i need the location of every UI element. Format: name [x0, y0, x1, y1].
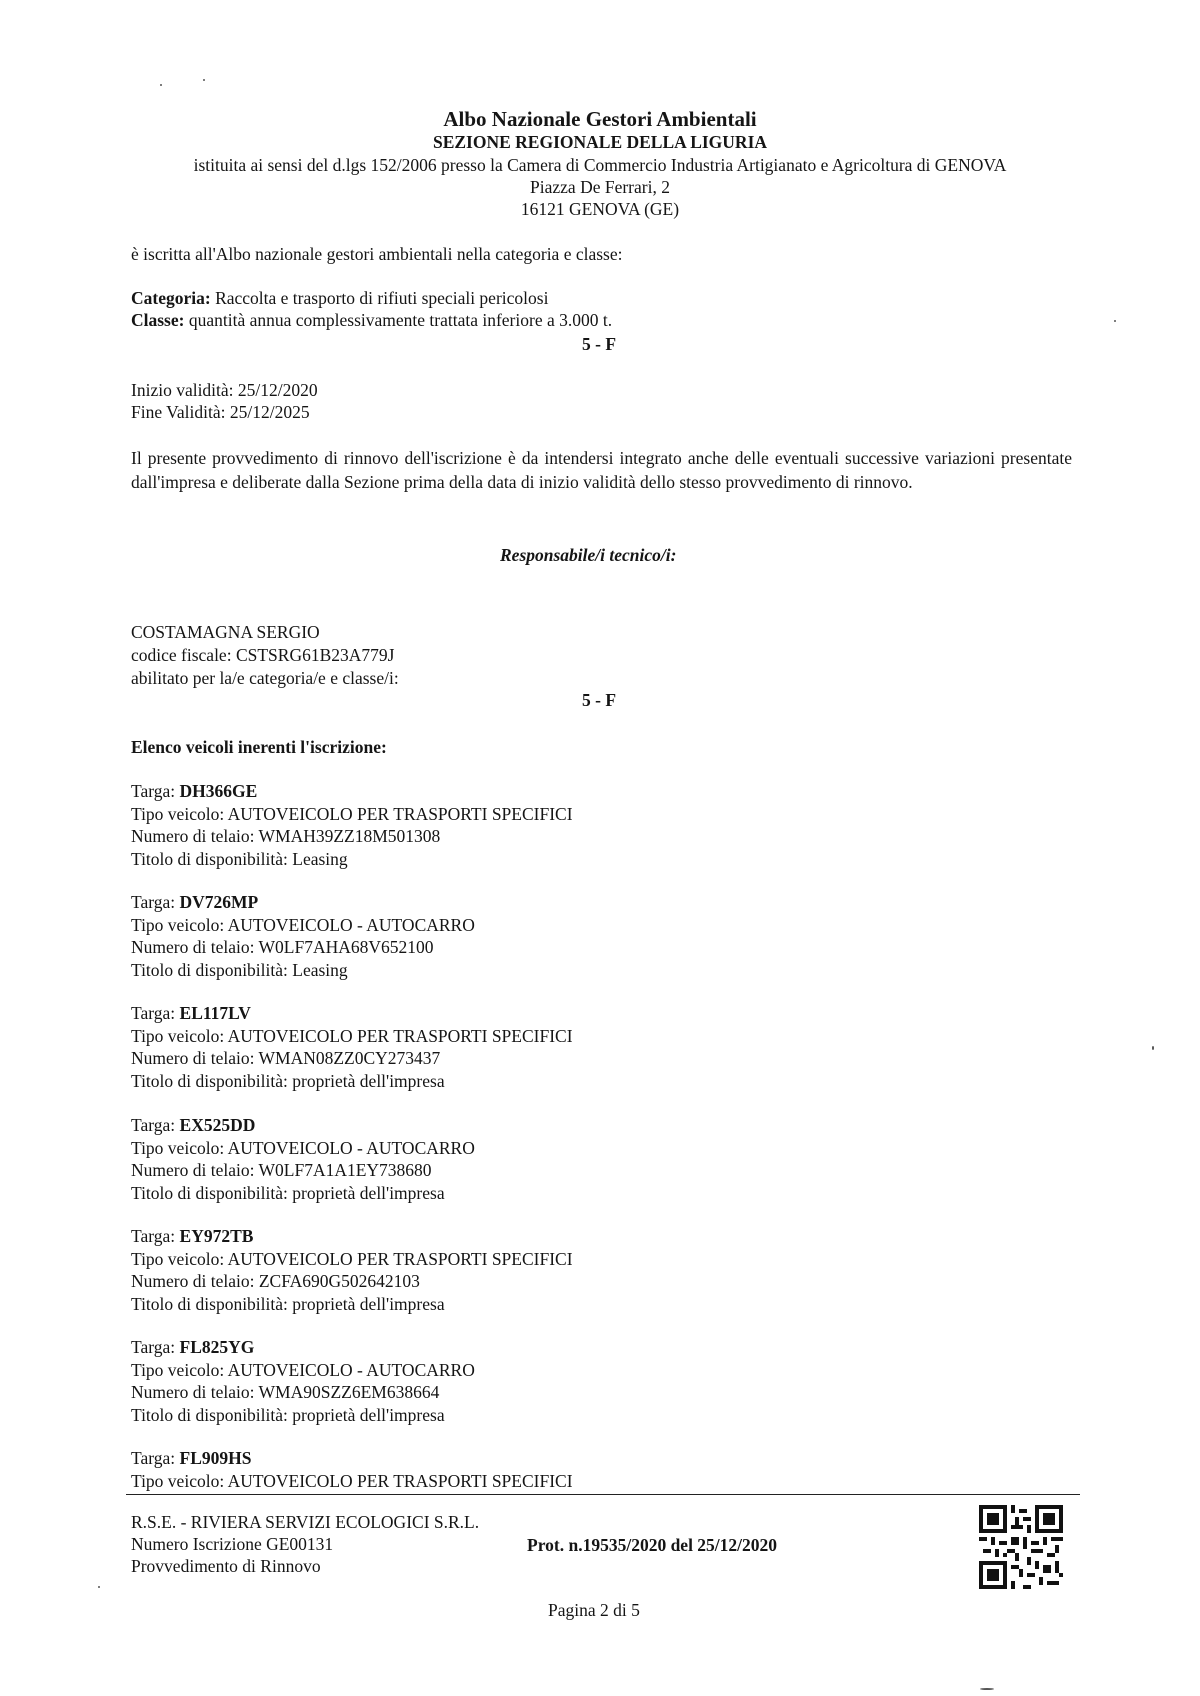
vehicle-title: Leasing [292, 848, 348, 869]
vehicle-plate-line [131, 891, 475, 914]
scan-speck [203, 79, 205, 81]
vehicle-chassis: WMAH39ZZ18M501308 [258, 826, 441, 846]
vehicle-type: AUTOVEICOLO - AUTOCARRO [227, 1137, 475, 1158]
validity-end: Fine Validità: 25/12/2025 [131, 402, 310, 422]
vehicle-type-line [131, 803, 573, 826]
vehicle-chassis: WMAN08ZZ0CY273437 [258, 1048, 441, 1068]
class-value: quantità annua complessivamente trattata inferiore a 3.000 t. [188, 310, 613, 330]
vehicle-type: AUTOVEICOLO PER TRASPORTI SPECIFICI [227, 1470, 573, 1491]
chassis-label: Numero di telaio: [131, 1048, 259, 1068]
class-label: Classe: [131, 310, 185, 330]
header-section: SEZIONE REGIONALE DELLA LIGURIA [432, 132, 768, 152]
vehicle-chassis: ZCFA690G502642103 [258, 1271, 420, 1291]
plate-label: Targa: [131, 1003, 180, 1023]
scan-speck [1152, 1046, 1154, 1050]
vehicle-type-line [131, 1470, 573, 1493]
vehicle-plate-line [131, 1002, 573, 1025]
technical-name: COSTAMAGNA SERGIO [131, 622, 320, 642]
vehicle-type: AUTOVEICOLO PER TRASPORTI SPECIFICI [227, 1248, 573, 1269]
vehicle-plate: DH366GE [179, 781, 258, 801]
title-label: Titolo di disponibilità: [131, 959, 293, 980]
chassis-label: Numero di telaio: [131, 1160, 259, 1180]
header-address-street: Piazza De Ferrari, 2 [530, 177, 670, 197]
title-label: Titolo di disponibilità: [131, 1182, 293, 1203]
chassis-label: Numero di telaio: [131, 826, 259, 846]
vehicle-type: AUTOVEICOLO PER TRASPORTI SPECIFICI [227, 1025, 573, 1046]
type-label: Tipo veicolo: [131, 1359, 228, 1380]
category-label: Categoria: [131, 288, 211, 308]
vehicle-plate: EL117LV [179, 1003, 251, 1023]
category-value: Raccolta e trasporto di rifiuti speciali pericolosi [215, 288, 549, 308]
vehicle-title-line [131, 1070, 573, 1093]
vehicle-type-line [131, 1359, 475, 1382]
plate-label: Targa: [131, 1448, 180, 1468]
vehicle-title: proprietà dell'impresa [292, 1293, 445, 1314]
footer-divider [126, 1494, 1080, 1495]
vehicle-entry [131, 1002, 573, 1092]
category-code: 5 - F [582, 334, 617, 354]
type-label: Tipo veicolo: [131, 914, 228, 935]
footer-registration: Numero Iscrizione GE00131 [131, 1534, 334, 1554]
vehicle-type: AUTOVEICOLO - AUTOCARRO [227, 914, 475, 935]
vehicle-chassis: W0LF7A1A1EY738680 [258, 1160, 432, 1180]
technical-enabled-for: abilitato per la/e categoria/e e classe/i: [131, 668, 399, 688]
scan-speck [980, 1688, 994, 1690]
scan-speck [98, 1586, 100, 1588]
vehicle-entry [131, 1447, 573, 1492]
vehicle-title-line [131, 1182, 475, 1205]
vehicle-plate: FL825YG [179, 1337, 255, 1357]
header-institution: istituita ai sensi del d.lgs 152/2006 presso la Camera di Commercio Industria Artigianato e Agricoltura di GENOVA [193, 155, 1007, 175]
scan-speck [1114, 320, 1116, 322]
vehicle-chassis: W0LF7AHA68V652100 [258, 937, 434, 957]
type-label: Tipo veicolo: [131, 1025, 228, 1046]
vehicle-title-line [131, 1404, 475, 1427]
vehicle-title: proprietà dell'impresa [292, 1404, 445, 1425]
type-label: Tipo veicolo: [131, 803, 228, 824]
renewal-note: Il presente provvedimento di rinnovo dell'iscrizione è da intendersi integrato anche delle eventuali successive variazioni presentate dall'impresa e deliberate dalla Sezione prima della data di inizio validità dello stesso provvedimento di rinnovo. [131, 448, 1072, 492]
vehicle-title-line [131, 848, 573, 871]
vehicle-title: proprietà dell'impresa [292, 1070, 445, 1091]
plate-label: Targa: [131, 1226, 180, 1246]
chassis-label: Numero di telaio: [131, 937, 259, 957]
vehicle-plate-line [131, 1225, 573, 1248]
footer-protocol: Prot. n.19535/2020 del 25/12/2020 [527, 1535, 778, 1555]
footer-measure: Provvedimento di Rinnovo [131, 1556, 321, 1576]
type-label: Tipo veicolo: [131, 1470, 228, 1491]
vehicle-title-line [131, 959, 475, 982]
vehicle-plate: EY972TB [179, 1226, 254, 1246]
vehicle-plate-line [131, 780, 573, 803]
vehicle-type-line [131, 914, 475, 937]
type-label: Tipo veicolo: [131, 1248, 228, 1269]
title-label: Titolo di disponibilità: [131, 1070, 293, 1091]
vehicle-type: AUTOVEICOLO - AUTOCARRO [227, 1359, 475, 1380]
vehicle-plate: EX525DD [179, 1115, 256, 1135]
plate-label: Targa: [131, 781, 180, 801]
vehicle-entry [131, 780, 573, 870]
vehicle-entry [131, 1336, 475, 1426]
vehicle-entry [131, 1225, 573, 1315]
vehicle-type-line [131, 1025, 573, 1048]
vehicle-chassis-line [131, 1381, 475, 1404]
vehicle-chassis-line [131, 936, 475, 959]
validity-start: Inizio validità: 25/12/2020 [131, 380, 318, 400]
title-label: Titolo di disponibilità: [131, 1293, 293, 1314]
plate-label: Targa: [131, 892, 180, 912]
vehicle-chassis-line [131, 1270, 573, 1293]
vehicle-chassis-line [131, 825, 573, 848]
vehicle-type-line [131, 1137, 475, 1160]
vehicle-plate: FL909HS [179, 1448, 252, 1468]
vehicle-plate-line [131, 1114, 475, 1137]
vehicle-type: AUTOVEICOLO PER TRASPORTI SPECIFICI [227, 803, 573, 824]
vehicle-plate-line [131, 1447, 573, 1470]
vehicle-plate-line [131, 1336, 475, 1359]
footer-company: R.S.E. - RIVIERA SERVIZI ECOLOGICI S.R.L. [131, 1512, 480, 1532]
header-address-city: 16121 GENOVA (GE) [520, 199, 680, 219]
plate-label: Targa: [131, 1115, 180, 1135]
category-line [131, 288, 548, 309]
technical-code: 5 - F [582, 690, 617, 710]
technical-heading: Responsabile/i tecnico/i: [500, 545, 677, 565]
vehicle-title: proprietà dell'impresa [292, 1182, 445, 1203]
title-label: Titolo di disponibilità: [131, 848, 293, 869]
chassis-label: Numero di telaio: [131, 1271, 259, 1291]
vehicle-title: Leasing [292, 959, 348, 980]
vehicle-plate: DV726MP [179, 892, 259, 912]
technical-fiscal-code: codice fiscale: CSTSRG61B23A779J [131, 645, 395, 665]
page-number: Pagina 2 di 5 [548, 1600, 640, 1620]
type-label: Tipo veicolo: [131, 1137, 228, 1158]
vehicles-heading: Elenco veicoli inerenti l'iscrizione: [131, 737, 387, 757]
intro-text: è iscritta all'Albo nazionale gestori ambientali nella categoria e classe: [131, 244, 623, 264]
vehicle-chassis-line [131, 1047, 573, 1070]
class-line [131, 310, 612, 331]
title-label: Titolo di disponibilità: [131, 1404, 293, 1425]
header-title: Albo Nazionale Gestori Ambientali [443, 107, 757, 131]
vehicle-entry [131, 891, 475, 981]
scan-speck [160, 84, 162, 86]
qr-code-icon [979, 1505, 1063, 1589]
plate-label: Targa: [131, 1337, 180, 1357]
vehicle-type-line [131, 1248, 573, 1271]
vehicle-chassis-line [131, 1159, 475, 1182]
vehicle-entry [131, 1114, 475, 1204]
vehicle-chassis: WMA90SZZ6EM638664 [258, 1382, 440, 1402]
chassis-label: Numero di telaio: [131, 1382, 259, 1402]
vehicle-title-line [131, 1293, 573, 1316]
